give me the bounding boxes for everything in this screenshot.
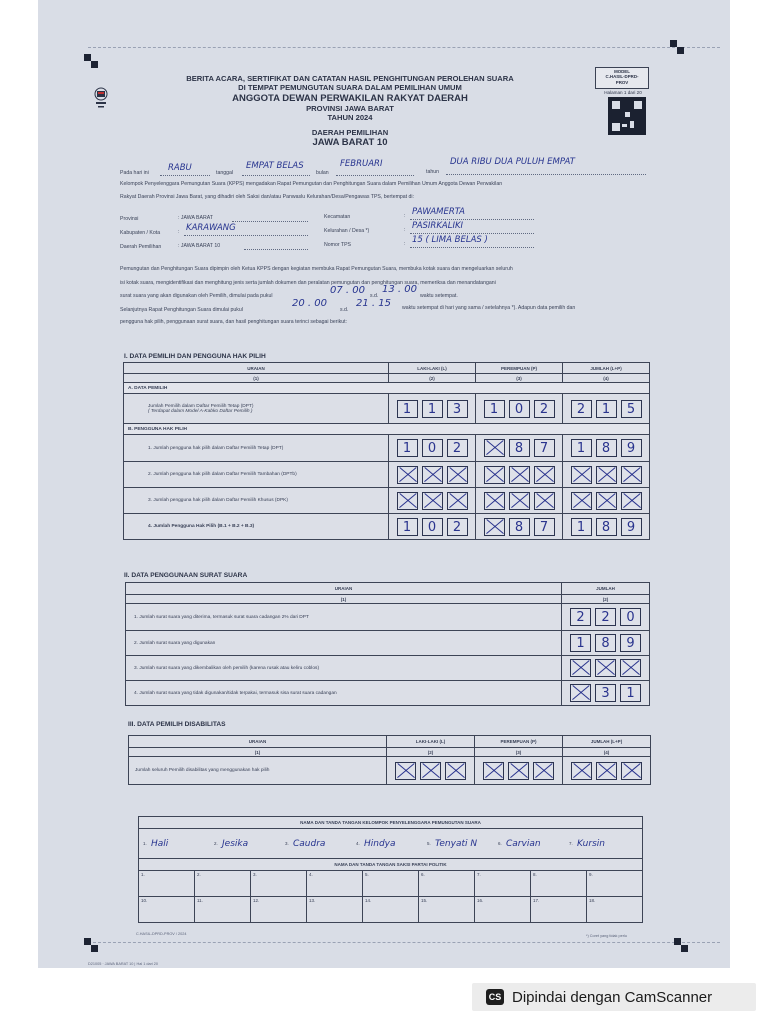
header-line: PROVINSI JAWA BARAT bbox=[306, 103, 394, 113]
digit-value: 1 bbox=[601, 401, 611, 417]
paragraph-line: waktu setempat di hari yang sama / setelahnya *). Adapun data pemilih dan bbox=[402, 305, 576, 311]
digit-value: 1 bbox=[402, 401, 412, 417]
digit-box bbox=[596, 400, 617, 418]
header-line: BERITA ACARA, SERTIFIKAT DAN CATATAN HASIL PENGHITUNGAN PEROLEHAN SUARA bbox=[186, 74, 514, 83]
col-number: (1) bbox=[129, 748, 387, 757]
top-cut-line bbox=[88, 47, 720, 48]
digit-box bbox=[595, 634, 616, 652]
digit-group bbox=[563, 462, 650, 488]
saksi-signature-header: NAMA DAN TANDA TANGAN SAKSI PARTAI POLITIK bbox=[139, 859, 643, 871]
crossed-digit-box bbox=[621, 762, 642, 780]
col-number: (2) bbox=[389, 374, 476, 383]
kabupaten-value: KARAWANG bbox=[186, 223, 236, 233]
digit-box bbox=[534, 518, 555, 536]
digit-value: 0 bbox=[427, 441, 437, 456]
colon: : bbox=[404, 227, 406, 233]
digit-value: 9 bbox=[626, 519, 636, 535]
sd-label: s.d. bbox=[370, 293, 379, 299]
col-number: (1) bbox=[126, 595, 562, 604]
digit-group bbox=[389, 394, 476, 424]
crossed-digit-box bbox=[620, 659, 641, 677]
digit-box bbox=[484, 400, 505, 418]
digit-value: 9 bbox=[626, 636, 635, 651]
header-line: DI TEMPAT PEMUNGUTAN SUARA DALAM PEMILIHAN UMUM bbox=[238, 83, 462, 93]
document-header bbox=[150, 74, 550, 148]
digit-value: 5 bbox=[626, 401, 636, 417]
row-label: 4. Jumlah Pengguna Hak Pilih (B.1 + B.2 + B.3) bbox=[124, 514, 389, 540]
model-line: PROV bbox=[615, 79, 629, 85]
digit-group bbox=[563, 488, 650, 514]
col-header: URAIAN bbox=[124, 363, 389, 374]
digit-group bbox=[389, 488, 476, 514]
kpps-signature: Kursin bbox=[577, 839, 605, 849]
digit-group bbox=[476, 488, 563, 514]
kpps-signature-header: NAMA DAN TANDA TANGAN KELOMPOK PENYELENGGARA PEMUNGUTAN SUARA bbox=[139, 817, 643, 829]
form-code: C.HASIL-DPRD-PROV / 2024 bbox=[136, 932, 187, 936]
digit-value: 1 bbox=[402, 519, 412, 535]
digit-box bbox=[447, 400, 468, 418]
saksi-signature-slot: 6. bbox=[419, 871, 475, 897]
crossed-digit-box bbox=[571, 492, 592, 510]
col-header: JUMLAH bbox=[562, 583, 650, 595]
digit-box bbox=[534, 439, 555, 457]
fill-line bbox=[446, 174, 646, 175]
digit-value: 0 bbox=[626, 610, 635, 625]
digit-box bbox=[509, 518, 530, 536]
col-header: URAIAN bbox=[129, 736, 387, 748]
registration-mark bbox=[84, 54, 98, 68]
crossed-digit-box bbox=[508, 762, 529, 780]
digit-group bbox=[562, 631, 650, 656]
col-header: LAKI-LAKI (L) bbox=[387, 736, 475, 748]
crossed-digit-box bbox=[447, 466, 468, 484]
digit-box bbox=[534, 400, 555, 418]
kpps-signature: Jesika bbox=[222, 839, 249, 849]
crossed-digit-box bbox=[422, 466, 443, 484]
kpps-signature: Caudra bbox=[293, 839, 326, 849]
month-label: bulan bbox=[316, 170, 329, 176]
saksi-signature-slot: 2. bbox=[195, 871, 251, 897]
kabupaten-label: Kabupaten / Kota bbox=[120, 230, 161, 236]
saksi-signature-slot: 7. bbox=[475, 871, 531, 897]
row-label: 3. Jumlah surat suara yang dikembalikan oleh pemilih (karena rusak atau keliru coblos) bbox=[126, 656, 562, 681]
crossed-digit-box bbox=[596, 492, 617, 510]
signature-number: 4. bbox=[356, 841, 360, 846]
paragraph-line: waktu setempat. bbox=[420, 293, 458, 299]
saksi-signature-slot: 18. bbox=[587, 897, 643, 923]
fill-line bbox=[160, 175, 210, 176]
model-box bbox=[595, 67, 649, 89]
start-time: 07 . 00 bbox=[330, 285, 365, 296]
crossed-digit-box bbox=[621, 466, 642, 484]
camscanner-logo-icon: CS bbox=[486, 989, 504, 1005]
row-label: Jumlah seluruh Pemilih disabilitas yang menggunakan hak pilih bbox=[129, 757, 387, 785]
digit-box bbox=[571, 439, 592, 457]
digit-value: 1 bbox=[576, 636, 585, 651]
digit-group bbox=[563, 394, 650, 424]
end-time: 13 . 00 bbox=[382, 284, 417, 295]
row-label: 2. Jumlah surat suara yang digunakan bbox=[126, 631, 562, 656]
col-header: JUMLAH (L+P) bbox=[563, 363, 650, 374]
date-value: EMPAT BELAS bbox=[246, 161, 304, 171]
registration-mark bbox=[670, 40, 684, 54]
digit-box bbox=[595, 608, 616, 626]
digit-value: 3 bbox=[601, 686, 610, 701]
digit-group bbox=[562, 681, 650, 706]
crossed-digit-box bbox=[509, 466, 530, 484]
col-number: (2) bbox=[562, 595, 650, 604]
crossed-digit-box bbox=[595, 659, 616, 677]
intro-line: Kelompok Penyelenggara Pemungutan Suara (KPPS) mengadakan Rapat Pemungutan dan Penghitungan Suara dalam Pemilihan Umum Anggota Dewan Perwakilan bbox=[120, 181, 503, 187]
col-header: LAKI-LAKI (L) bbox=[389, 363, 476, 374]
count-start-time: 20 . 00 bbox=[292, 298, 327, 309]
digit-box bbox=[596, 439, 617, 457]
bottom-cut-line bbox=[88, 942, 720, 943]
saksi-signature-row bbox=[139, 871, 643, 897]
kpu-logo-icon bbox=[92, 86, 110, 112]
sd-label: s.d. bbox=[340, 307, 349, 313]
month-value: FEBRUARI bbox=[340, 159, 383, 169]
saksi-signature-slot: 14. bbox=[363, 897, 419, 923]
provinsi-value: : JAWA BARAT bbox=[178, 215, 213, 221]
model-line: C.HASIL-DPRD- bbox=[605, 74, 639, 80]
camscanner-watermark bbox=[472, 983, 756, 1011]
row-note: ( Terdapat dalam Model A-Kabko Daftar Pemilih ) bbox=[148, 408, 253, 414]
digit-value: 2 bbox=[576, 401, 586, 417]
digit-group bbox=[563, 435, 650, 462]
kecamatan-value: PAWAMERTA bbox=[412, 207, 466, 217]
digit-value: 1 bbox=[489, 401, 499, 417]
provinsi-label: Provinsi bbox=[120, 216, 139, 222]
digit-group bbox=[562, 604, 650, 631]
col-number: (3) bbox=[475, 748, 563, 757]
saksi-signature-slot: 16. bbox=[475, 897, 531, 923]
crossed-digit-box bbox=[447, 492, 468, 510]
saksi-signature-slot: 10. bbox=[139, 897, 195, 923]
subsection-title: A. DATA PEMILIH bbox=[124, 383, 650, 394]
digit-box bbox=[620, 634, 641, 652]
kelurahan-label: Kelurahan / Desa *) bbox=[324, 228, 370, 234]
camscanner-text: Dipindai dengan CamScanner bbox=[512, 988, 713, 1006]
crossed-digit-box bbox=[534, 466, 555, 484]
col-number: (3) bbox=[476, 374, 563, 383]
header-line: ANGGOTA DEWAN PERWAKILAN RAKYAT DAERAH bbox=[232, 92, 468, 104]
digit-box bbox=[570, 608, 591, 626]
digit-value: 0 bbox=[514, 401, 524, 417]
voter-data-table bbox=[123, 362, 650, 540]
footnote: *) Coret yang tidak perlu bbox=[586, 934, 627, 938]
crossed-digit-box bbox=[484, 439, 505, 457]
kpps-signatures bbox=[139, 829, 643, 859]
crossed-digit-box bbox=[484, 466, 505, 484]
page-number: Halaman 1 dari 20 bbox=[604, 90, 642, 95]
digit-group bbox=[475, 757, 563, 785]
digit-group bbox=[476, 514, 563, 540]
col-number: (2) bbox=[387, 748, 475, 757]
digit-box bbox=[422, 400, 443, 418]
digit-box bbox=[447, 439, 468, 457]
saksi-signature-slot: 5. bbox=[363, 871, 419, 897]
digit-value: 1 bbox=[626, 686, 635, 701]
digit-value: 8 bbox=[514, 441, 524, 456]
row-label: 3. Jumlah pengguna hak pilih dalam Daftar Pemilih Khusus (DPK) bbox=[124, 488, 389, 514]
paragraph-line: Selanjutnya Rapat Penghitungan Suara dimulai pukul bbox=[120, 307, 243, 313]
digit-box bbox=[596, 518, 617, 536]
digit-group bbox=[476, 394, 563, 424]
row-label bbox=[124, 394, 389, 424]
signature-number: 5. bbox=[427, 841, 431, 846]
day-value: RABU bbox=[168, 163, 192, 173]
crossed-digit-box bbox=[422, 492, 443, 510]
kpps-signature: Carvian bbox=[506, 839, 541, 849]
crossed-digit-box bbox=[484, 518, 505, 536]
year-label: tahun bbox=[426, 169, 439, 175]
crossed-digit-box bbox=[570, 659, 591, 677]
crossed-digit-box bbox=[397, 492, 418, 510]
saksi-signature-slot: 9. bbox=[587, 871, 643, 897]
saksi-signature-slot: 11. bbox=[195, 897, 251, 923]
digit-box bbox=[397, 400, 418, 418]
digit-value: 8 bbox=[514, 519, 524, 535]
digit-value: 8 bbox=[601, 441, 611, 456]
crossed-digit-box bbox=[596, 466, 617, 484]
crossed-digit-box bbox=[509, 492, 530, 510]
digit-group bbox=[389, 435, 476, 462]
paragraph-line: Pemungutan dan Penghitungan Suara dipimpin oleh Ketua KPPS dengan kegiatan membuka Rapat Pemungutan Suara, membuka kotak suara dan mengeluarkan seluruh bbox=[120, 266, 513, 272]
crossed-digit-box bbox=[534, 492, 555, 510]
row-label: 1. Jumlah surat suara yang diterima, termasuk surat suara cadangan 2% dari DPT bbox=[126, 604, 562, 631]
col-number: (1) bbox=[124, 374, 389, 383]
fill-line bbox=[410, 219, 534, 220]
fill-line bbox=[410, 233, 534, 234]
crossed-digit-box bbox=[570, 684, 591, 702]
saksi-signature-slot: 4. bbox=[307, 871, 363, 897]
colon: : bbox=[178, 229, 180, 235]
digit-value: 7 bbox=[539, 441, 549, 456]
col-header: URAIAN bbox=[126, 583, 562, 595]
digit-group bbox=[563, 514, 650, 540]
digit-box bbox=[422, 518, 443, 536]
digit-box bbox=[570, 634, 591, 652]
fill-line bbox=[242, 175, 310, 176]
digit-box bbox=[571, 400, 592, 418]
digit-value: 2 bbox=[576, 610, 585, 625]
crossed-digit-box bbox=[596, 762, 617, 780]
tps-label: Nomor TPS bbox=[324, 242, 352, 248]
fill-line bbox=[336, 175, 414, 176]
col-number: (4) bbox=[563, 748, 651, 757]
crossed-digit-box bbox=[484, 492, 505, 510]
fill-line bbox=[410, 247, 534, 248]
area-name: JAWA BARAT 10 bbox=[312, 137, 388, 149]
digit-value: 2 bbox=[601, 610, 610, 625]
count-end-time: 21 . 15 bbox=[356, 298, 391, 309]
subsection-title: B. PENGGUNA HAK PILIH bbox=[124, 424, 650, 435]
col-header: PEREMPUAN (P) bbox=[476, 363, 563, 374]
signature-number: 1. bbox=[143, 841, 147, 846]
crossed-digit-box bbox=[571, 762, 592, 780]
digit-group bbox=[476, 462, 563, 488]
row-label-text: Jumlah Pemilih dalam Daftar Pemilih Tetap (DPT) bbox=[148, 403, 254, 409]
digit-group bbox=[563, 757, 651, 785]
digit-box bbox=[422, 439, 443, 457]
year-value: DUA RIBU DUA PULUH EMPAT bbox=[450, 157, 575, 167]
paragraph-line: isi kotak suara, mengidentifikasi dan menghitung jenis serta jumlah dokumen dan peralatan pemungutan dan penghitungan suara, memeriksa dan menandatangani bbox=[120, 280, 496, 286]
digit-value: 1 bbox=[427, 401, 437, 417]
digit-value: 3 bbox=[452, 401, 462, 417]
kpps-signature: Hali bbox=[151, 839, 169, 849]
header-line: TAHUN 2024 bbox=[327, 113, 373, 123]
registration-mark bbox=[84, 938, 98, 952]
crossed-digit-box bbox=[397, 466, 418, 484]
signature-number: 7. bbox=[569, 841, 573, 846]
digit-value: 8 bbox=[601, 636, 610, 651]
digit-box bbox=[571, 518, 592, 536]
qr-code-icon bbox=[608, 97, 646, 135]
digit-box bbox=[509, 439, 530, 457]
digit-box bbox=[621, 400, 642, 418]
digit-box bbox=[447, 518, 468, 536]
kpps-signature-row bbox=[139, 829, 643, 859]
saksi-signature-slot: 1. bbox=[139, 871, 195, 897]
kecamatan-label: Kecamatan bbox=[324, 214, 351, 220]
digit-value: 2 bbox=[452, 441, 462, 456]
col-header: JUMLAH (L+P) bbox=[563, 736, 651, 748]
row-label: 2. Jumlah pengguna hak pilih dalam Daftar Pemilih Tambahan (DPTb) bbox=[124, 462, 389, 488]
disability-table bbox=[128, 735, 651, 785]
kpps-signature: Tenyati N bbox=[435, 839, 478, 849]
section-2-title: II. DATA PENGGUNAAN SURAT SUARA bbox=[124, 572, 248, 579]
intro-line: Rakyat Daerah Provinsi Jawa Barat, yang dihadiri oleh Saksi dan/atau Panwaslu Kelurahan/Desa/Pengawas TPS, bertempat di: bbox=[120, 194, 415, 200]
saksi-signature-slot: 12. bbox=[251, 897, 307, 923]
tps-value: 15 ( LIMA BELAS ) bbox=[412, 235, 488, 245]
paragraph-line: pengguna hak pilih, penggunaan surat suara, dan hasil penghitungan suara terinci sebagai berikut: bbox=[120, 319, 347, 325]
saksi-signature-slot: 15. bbox=[419, 897, 475, 923]
fill-line bbox=[184, 235, 308, 236]
signature-number: 2. bbox=[214, 841, 218, 846]
registration-mark bbox=[674, 938, 688, 952]
digit-value: 2 bbox=[452, 519, 462, 535]
date-label: tanggal bbox=[216, 170, 234, 176]
digit-value: 9 bbox=[626, 441, 636, 456]
colon: : bbox=[404, 213, 406, 219]
digit-box bbox=[621, 439, 642, 457]
colon: : bbox=[404, 241, 406, 247]
page-footer: D21005 · JAWA BARAT 10 | Hal 1 dari 20 bbox=[88, 962, 158, 966]
fill-line bbox=[232, 221, 308, 222]
paragraph-line: surat suara yang akan digunakan oleh Pemilih, dimulai pada pukul bbox=[120, 293, 273, 299]
dapil-value: : JAWA BARAT 10 bbox=[178, 243, 221, 249]
dapil-label: Daerah Pemilihan bbox=[120, 244, 162, 250]
digit-group bbox=[562, 656, 650, 681]
signature-number: 3. bbox=[285, 841, 289, 846]
digit-box bbox=[509, 400, 530, 418]
digit-group bbox=[389, 462, 476, 488]
signature-number: 6. bbox=[498, 841, 502, 846]
crossed-digit-box bbox=[420, 762, 441, 780]
row-label: 4. Jumlah surat suara yang tidak digunakan/tidak terpakai, termasuk sisa surat suara cadangan bbox=[126, 681, 562, 706]
saksi-signature-slot: 17. bbox=[531, 897, 587, 923]
crossed-digit-box bbox=[571, 466, 592, 484]
digit-value: 1 bbox=[402, 441, 412, 456]
crossed-digit-box bbox=[445, 762, 466, 780]
col-header: PEREMPUAN (P) bbox=[475, 736, 563, 748]
digit-group bbox=[389, 514, 476, 540]
saksi-signature-row bbox=[139, 897, 643, 923]
digit-value: 0 bbox=[427, 519, 437, 535]
saksi-signature-slot: 3. bbox=[251, 871, 307, 897]
digit-box bbox=[620, 608, 641, 626]
saksi-signature-slot: 13. bbox=[307, 897, 363, 923]
row-label: 1. Jumlah pengguna hak pilih dalam Daftar Pemilih Tetap (DPT) bbox=[124, 435, 389, 462]
digit-box bbox=[621, 518, 642, 536]
model-title: MODEL bbox=[614, 69, 630, 74]
signature-table bbox=[138, 816, 643, 923]
digit-value: 7 bbox=[539, 519, 549, 535]
digit-group bbox=[476, 435, 563, 462]
fill-line bbox=[244, 249, 308, 250]
saksi-signature-slot: 8. bbox=[531, 871, 587, 897]
crossed-digit-box bbox=[395, 762, 416, 780]
kelurahan-value: PASIRKALIKI bbox=[412, 221, 464, 231]
kpps-signature: Hindya bbox=[364, 839, 396, 849]
digit-box bbox=[397, 518, 418, 536]
area-label: DAERAH PEMILIHAN bbox=[311, 127, 389, 137]
crossed-digit-box bbox=[621, 492, 642, 510]
digit-value: 2 bbox=[539, 401, 549, 417]
digit-box bbox=[595, 684, 616, 702]
day-label: Pada hari ini bbox=[120, 170, 149, 176]
digit-box bbox=[397, 439, 418, 457]
digit-value: 1 bbox=[576, 441, 586, 456]
ballot-usage-table bbox=[125, 582, 650, 706]
digit-group bbox=[387, 757, 475, 785]
crossed-digit-box bbox=[533, 762, 554, 780]
col-number: (4) bbox=[563, 374, 650, 383]
digit-value: 8 bbox=[601, 519, 611, 535]
section-3-title: III. DATA PEMILIH DISABILITAS bbox=[128, 721, 226, 728]
digit-value: 1 bbox=[576, 519, 586, 535]
digit-box bbox=[620, 684, 641, 702]
crossed-digit-box bbox=[483, 762, 504, 780]
section-1-title: I. DATA PEMILIH DAN PENGGUNA HAK PILIH bbox=[124, 353, 266, 360]
